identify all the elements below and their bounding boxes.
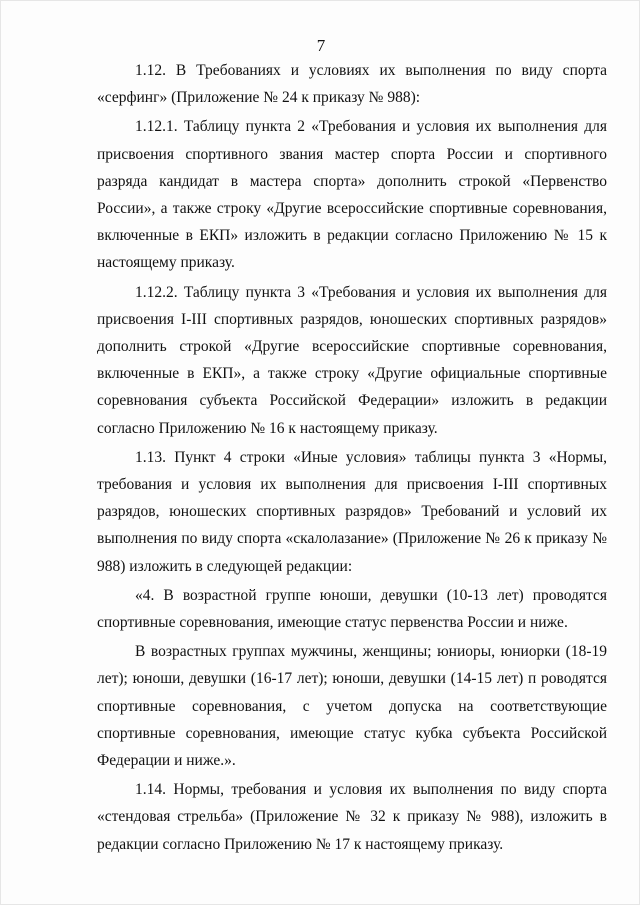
quoted-paragraph-age-groups: В возрастных группах мужчины, женщины; юниоры, юниорки (18-19 лет); юноши, девушки (16-17 лет); юноши, девушки (14-15 лет) п роводятся спортивные соревнования, с учетом допуска на соответствующие спортивные соревнования, имеющие статус кубка субъекта Российской Федерации и ниже.».: [97, 643, 607, 770]
paragraph-1-13: 1.13. Пункт 4 строки «Иные условия» таблицы пункта 3 «Нормы, требования и условия их выполнения для присвоения I-III спортивных разрядов, юношеских спортивных разрядов» Требований и условий их выполнения по виду спорта «скалолазание» (Приложение № 26 к приказу № 988) изложить в следующей редакции:: [97, 448, 607, 575]
page-number: 7: [316, 36, 326, 55]
document-body: [97, 57, 607, 858]
quoted-paragraph-4: «4. В возрастной группе юноши, девушки (10-13 лет) проводятся спортивные соревнования, имеющие статус первенства России и ниже.: [97, 586, 607, 632]
paragraph-1-14: 1.14. Нормы, требования и условия их выполнения по виду спорта «стендовая стрельба» (Приложение № 32 к приказу № 988), изложить в редакции согласно Приложению № 17 к настоящему приказу.: [97, 781, 607, 853]
paragraph-1-12-1: 1.12.1. Таблицу пункта 2 «Требования и условия их выполнения для присвоения спортивного звания мастер спорта России и спортивного разряда кандидат в мастера спорта» дополнить строкой «Первенство России», а также строку «Другие всероссийские спортивные соревнования, включенные в ЕКП» изложить в редакции согласно Приложению № 15 к настоящему приказу.: [97, 118, 607, 272]
paragraph-1-12: 1.12. В Требованиях и условиях их выполнения по виду спорта «серфинг» (Приложение № 24 к приказу № 988):: [97, 62, 607, 107]
paragraph-1-12-2: 1.12.2. Таблицу пункта 3 «Требования и условия их выполнения для присвоения I-III спортивных разрядов, юношеских спортивных разрядов» дополнить строкой «Другие всероссийские спортивные соревнования, включенные в ЕКП», а также строку «Другие официальные спортивные соревнования субъекта Российской Федерации» изложить в редакции согласно Приложению № 16 к настоящему приказу.: [97, 283, 607, 437]
